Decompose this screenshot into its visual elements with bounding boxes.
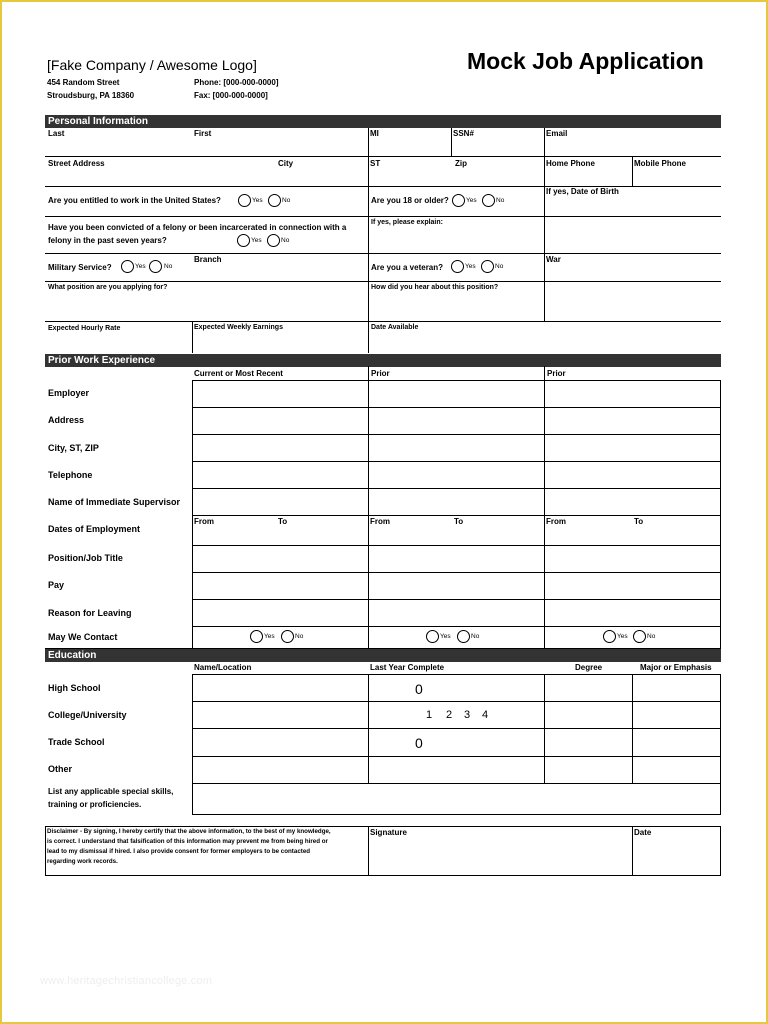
- divider: [192, 674, 193, 814]
- row-label-employer: Employer: [48, 388, 90, 398]
- label-last-name: Last: [48, 129, 65, 138]
- label-ssn: SSN#: [453, 129, 474, 138]
- divider: [192, 545, 721, 546]
- radio-label-yes: Yes: [135, 263, 146, 270]
- company-phone: Phone: [000-000-0000]: [194, 78, 279, 87]
- label-felony-question-line2: felony in the past seven years?: [48, 236, 167, 245]
- label-war: War: [546, 255, 561, 264]
- label-special-skills-line2: training or proficiencies.: [48, 800, 142, 809]
- label-from: From: [370, 517, 390, 526]
- divider: [368, 674, 369, 783]
- label-branch: Branch: [194, 255, 222, 264]
- divider: [544, 366, 545, 648]
- radio-label-yes: Yes: [264, 633, 275, 640]
- label-to: To: [634, 517, 644, 526]
- row-label-city-st-zip: City, ST, ZIP: [48, 443, 99, 453]
- section-header-personal: [45, 115, 721, 128]
- divider: [192, 626, 721, 627]
- hs-last-year-box[interactable]: [371, 675, 503, 701]
- radio-label-no: No: [281, 237, 290, 244]
- col-header-last-year: Last Year Complete: [370, 663, 445, 672]
- label-date: Date: [634, 828, 652, 837]
- divider: [192, 572, 721, 573]
- col-header-prior-2: Prior: [547, 369, 566, 378]
- radio-label-yes: Yes: [466, 197, 477, 204]
- radio-contact-prior1-no[interactable]: [457, 630, 470, 643]
- row-label-dates-employment: Dates of Employment: [48, 524, 141, 534]
- college-year-option-2[interactable]: 2: [446, 709, 453, 721]
- label-state: ST: [370, 159, 381, 168]
- label-street-address: Street Address: [48, 159, 105, 168]
- divider: [45, 875, 721, 876]
- radio-label-no: No: [282, 197, 291, 204]
- section-header-education: [45, 649, 721, 662]
- label-email: Email: [546, 129, 568, 138]
- disclaimer-line1: Disclaimer - By signing, I hereby certify that the above information, to the best of my knowledge,: [47, 828, 331, 835]
- college-last-year-selector[interactable]: [371, 702, 503, 728]
- divider: [45, 826, 46, 875]
- col-header-name-location: Name/Location: [194, 663, 252, 672]
- label-first-name: First: [194, 129, 212, 138]
- watermark-text: www.heritagechristiancollege.com: [40, 975, 213, 987]
- divider: [544, 674, 545, 783]
- divider: [192, 380, 193, 648]
- trade-last-year-box[interactable]: [371, 729, 503, 755]
- college-year-option-4[interactable]: 4: [482, 709, 489, 721]
- divider: [632, 674, 633, 783]
- section-title-personal: Personal Information: [48, 116, 149, 127]
- section-title-work: Prior Work Experience: [48, 355, 156, 366]
- hs-last-year-value: 0: [415, 681, 423, 697]
- divider: [192, 461, 721, 462]
- divider: [45, 826, 721, 827]
- edu-row-college: College/University: [48, 710, 127, 720]
- label-felony-question-line1: Have you been convicted of a felony or been incarcerated in connection with a: [48, 223, 347, 232]
- college-year-option-3[interactable]: 3: [464, 709, 471, 721]
- disclaimer-line3: lead to my dismissal if hired. I also provide consent for former employers to be contacted: [47, 848, 311, 855]
- radio-label-yes: Yes: [440, 633, 451, 640]
- radio-contact-prior2-yes[interactable]: [603, 630, 616, 643]
- divider: [368, 826, 369, 875]
- radio-label-no: No: [295, 633, 304, 640]
- divider: [192, 756, 721, 757]
- label-position-applying: What position are you applying for?: [48, 284, 168, 291]
- label-from: From: [194, 517, 214, 526]
- label-age-18: Are you 18 or older?: [371, 196, 449, 205]
- divider: [192, 515, 721, 516]
- radio-label-no: No: [495, 263, 504, 270]
- row-label-telephone: Telephone: [48, 470, 93, 480]
- radio-contact-current-yes[interactable]: [250, 630, 263, 643]
- company-address-line1: 454 Random Street: [47, 78, 120, 87]
- divider: [192, 380, 721, 381]
- label-felony-explain: If yes, please explain:: [371, 219, 443, 226]
- label-entitled-to-work: Are you entitled to work in the United States?: [48, 196, 221, 205]
- disclaimer-line4: regarding work records.: [47, 858, 118, 865]
- edu-row-other: Other: [48, 764, 73, 774]
- divider: [192, 407, 721, 408]
- company-fax: Fax: [000-000-0000]: [194, 91, 268, 100]
- label-expected-hourly: Expected Hourly Rate: [48, 325, 121, 332]
- trade-last-year-value: 0: [415, 735, 423, 751]
- edu-row-trade-school: Trade School: [48, 737, 105, 747]
- col-header-degree: Degree: [575, 663, 603, 672]
- divider: [720, 380, 721, 648]
- divider: [720, 674, 721, 814]
- col-header-current: Current or Most Recent: [194, 369, 283, 378]
- divider: [192, 814, 721, 815]
- divider: [192, 599, 721, 600]
- section-header-work: [45, 354, 721, 367]
- col-header-major: Major or Emphasis: [640, 663, 712, 672]
- row-label-address: Address: [48, 415, 85, 425]
- divider: [192, 488, 721, 489]
- label-date-available: Date Available: [371, 324, 419, 331]
- radio-label-yes: Yes: [251, 237, 262, 244]
- divider: [192, 783, 721, 784]
- edu-row-high-school: High School: [48, 683, 101, 693]
- row-label-may-we-contact: May We Contact: [48, 632, 118, 642]
- divider: [368, 366, 369, 648]
- personal-information-grid: [45, 128, 721, 353]
- radio-label-yes: Yes: [617, 633, 628, 640]
- disclaimer-line2: is correct. I understand that falsification of this information may prevent me from being hired or: [47, 838, 328, 845]
- radio-label-yes: Yes: [252, 197, 263, 204]
- radio-label-yes: Yes: [465, 263, 476, 270]
- label-veteran: Are you a veteran?: [371, 263, 444, 272]
- company-name: [Fake Company / Awesome Logo]: [47, 57, 257, 73]
- row-label-reason-leaving: Reason for Leaving: [48, 608, 132, 618]
- label-from: From: [546, 517, 566, 526]
- radio-contact-current-no[interactable]: [281, 630, 294, 643]
- row-label-position-title: Position/Job Title: [48, 553, 123, 563]
- divider: [720, 826, 721, 875]
- label-special-skills-line1: List any applicable special skills,: [48, 787, 174, 796]
- label-expected-weekly: Expected Weekly Earnings: [194, 324, 283, 331]
- col-header-prior-1: Prior: [371, 369, 390, 378]
- divider: [632, 826, 633, 875]
- row-label-pay: Pay: [48, 580, 65, 590]
- label-mobile-phone: Mobile Phone: [634, 159, 686, 168]
- page-title: Mock Job Application: [467, 48, 704, 74]
- radio-label-no: No: [164, 263, 173, 270]
- label-military-service: Military Service?: [48, 263, 112, 272]
- divider: [192, 434, 721, 435]
- label-how-heard: How did you hear about this position?: [371, 284, 499, 291]
- section-title-education: Education: [48, 650, 97, 661]
- radio-contact-prior2-no[interactable]: [633, 630, 646, 643]
- label-signature: Signature: [370, 828, 407, 837]
- college-year-option-1[interactable]: 1: [426, 709, 433, 721]
- label-to: To: [454, 517, 464, 526]
- radio-label-no: No: [471, 633, 480, 640]
- label-to: To: [278, 517, 288, 526]
- company-address-line2: Stroudsburg, PA 18360: [47, 91, 135, 100]
- label-home-phone: Home Phone: [546, 159, 595, 168]
- label-city: City: [278, 159, 294, 168]
- radio-label-no: No: [647, 633, 656, 640]
- row-label-supervisor: Name of Immediate Supervisor: [48, 497, 181, 507]
- label-middle-initial: MI: [370, 129, 379, 138]
- label-zip: Zip: [455, 159, 467, 168]
- label-date-of-birth: If yes, Date of Birth: [546, 187, 619, 196]
- radio-contact-prior1-yes[interactable]: [426, 630, 439, 643]
- radio-label-no: No: [496, 197, 505, 204]
